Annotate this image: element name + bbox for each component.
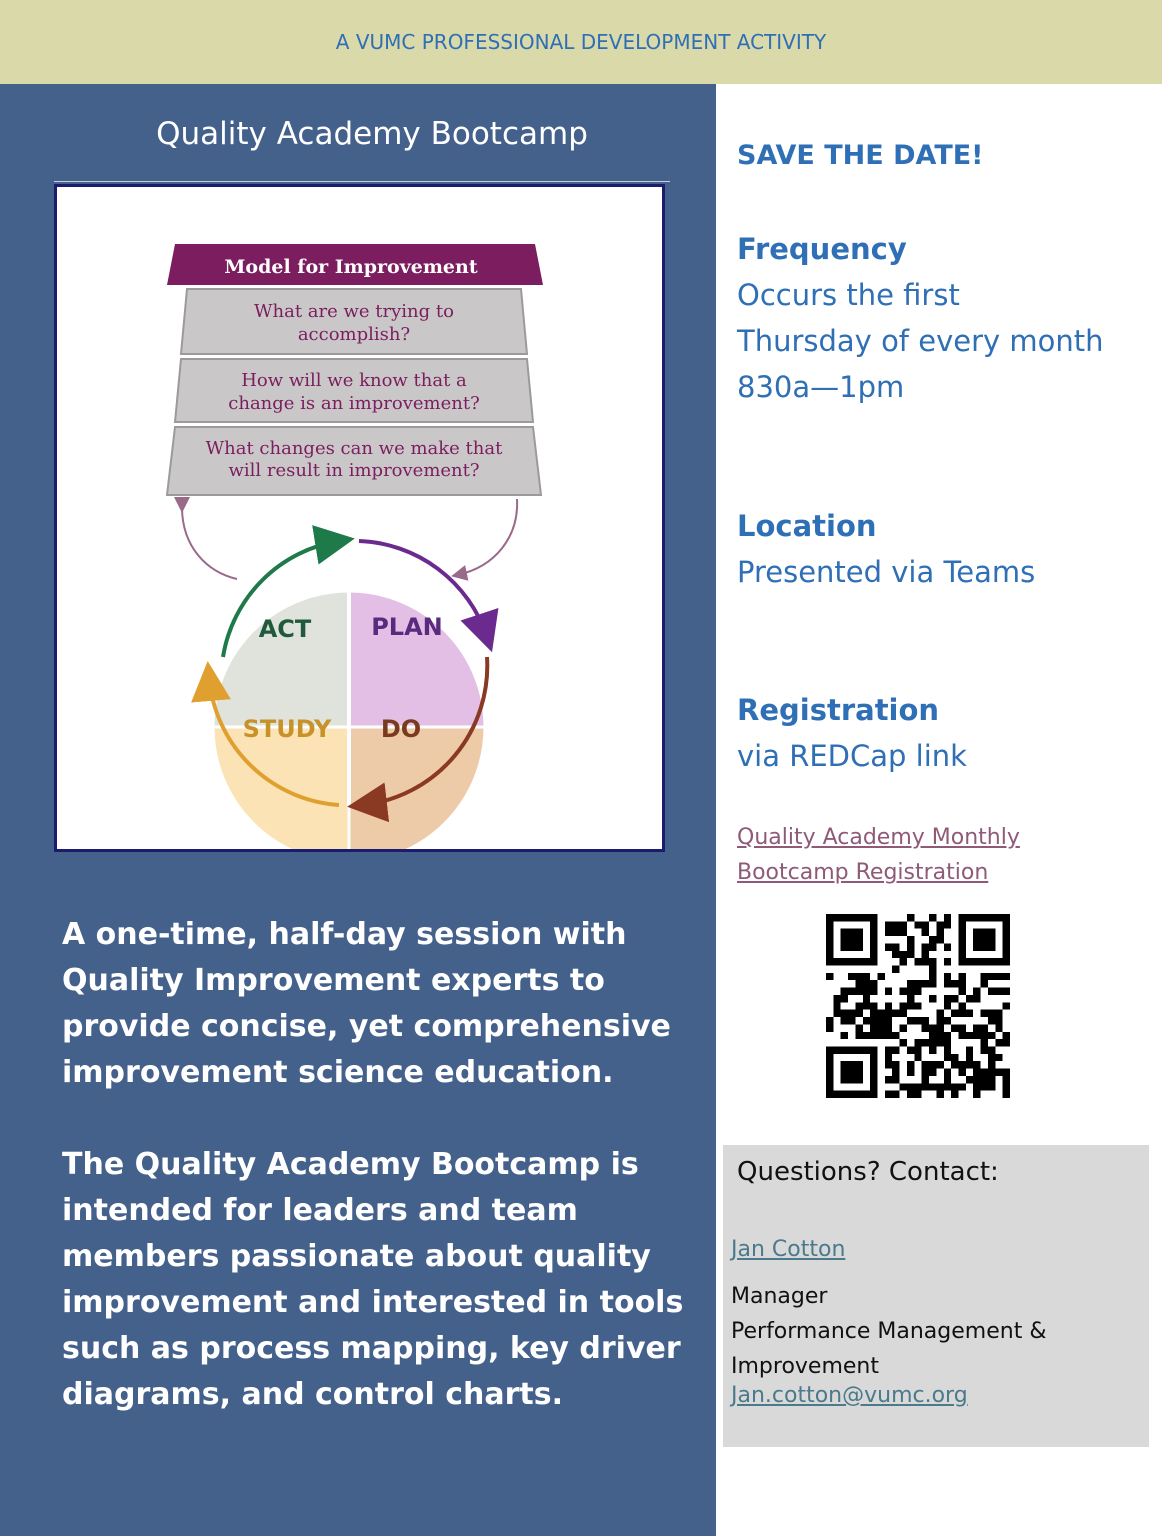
banner-text: A VUMC PROFESSIONAL DEVELOPMENT ACTIVITY xyxy=(335,30,827,54)
pdsa-diagram xyxy=(57,187,662,849)
plan-quadrant xyxy=(349,591,485,727)
question-1-line-1: What are we trying to xyxy=(254,301,454,322)
question-1-line-2: accomplish? xyxy=(297,324,411,345)
model-header-text: Model for Improvement xyxy=(224,256,478,278)
registration-section xyxy=(737,687,967,779)
act-label: ACT xyxy=(258,615,312,643)
question-2-line-2: change is an improvement? xyxy=(228,393,480,414)
description xyxy=(62,912,712,1418)
frequency-section xyxy=(737,226,1104,410)
contact-email-link[interactable]: Jan.cotton@vumc.org xyxy=(731,1383,968,1408)
title-divider xyxy=(54,181,670,182)
left-connector-arrow xyxy=(182,507,237,579)
frequency-line-3: 830a—1pm xyxy=(737,370,905,404)
save-the-date: SAVE THE DATE! xyxy=(737,140,984,171)
frequency-line-2: Thursday of every month xyxy=(737,324,1104,358)
study-label: STUDY xyxy=(242,715,332,743)
question-2-line-1: How will we know that a xyxy=(241,370,467,391)
registration-label: Registration xyxy=(737,693,940,727)
top-banner xyxy=(0,0,1162,84)
frequency-line-1: Occurs the first xyxy=(737,278,960,312)
location-section xyxy=(737,503,1035,595)
registration-link[interactable] xyxy=(737,820,1067,890)
act-quadrant xyxy=(213,591,349,727)
model-for-improvement-figure xyxy=(54,184,665,852)
contact-title-line-3: Improvement xyxy=(731,1354,879,1379)
contact-title-line-2: Performance Management & xyxy=(731,1319,1047,1344)
question-3-line-2: will result in improvement? xyxy=(228,460,480,481)
page-title: Quality Academy Bootcamp xyxy=(156,116,588,152)
frequency-label: Frequency xyxy=(737,232,907,266)
contact-heading: Questions? Contact: xyxy=(737,1157,999,1187)
location-value: Presented via Teams xyxy=(737,555,1036,589)
right-connector-arrow xyxy=(457,499,517,575)
location-label: Location xyxy=(737,509,877,543)
contact-title xyxy=(731,1279,1046,1384)
question-3-line-1: What changes can we make that xyxy=(205,438,503,459)
description-paragraph-2: The Quality Academy Bootcamp is intended for leaders and team members passionate about quality improvement and interested in tools such as process mapping, key driver diagrams, and control charts. xyxy=(62,1147,684,1412)
registration-qr-code[interactable] xyxy=(826,914,1010,1098)
plan-label: PLAN xyxy=(371,613,443,641)
do-label: DO xyxy=(380,715,422,743)
contact-title-line-1: Manager xyxy=(731,1284,828,1309)
description-paragraph-1: A one-time, half-day session with Quality Improvement experts to provide concise, yet comprehensive improvement science education. xyxy=(62,917,671,1090)
registration-link-line-1[interactable]: Quality Academy Monthly xyxy=(737,825,1020,850)
contact-name-link[interactable]: Jan Cotton xyxy=(731,1237,846,1262)
contact-box xyxy=(723,1145,1149,1447)
registration-value: via REDCap link xyxy=(737,739,967,773)
registration-link-line-2[interactable]: Bootcamp Registration xyxy=(737,860,989,885)
